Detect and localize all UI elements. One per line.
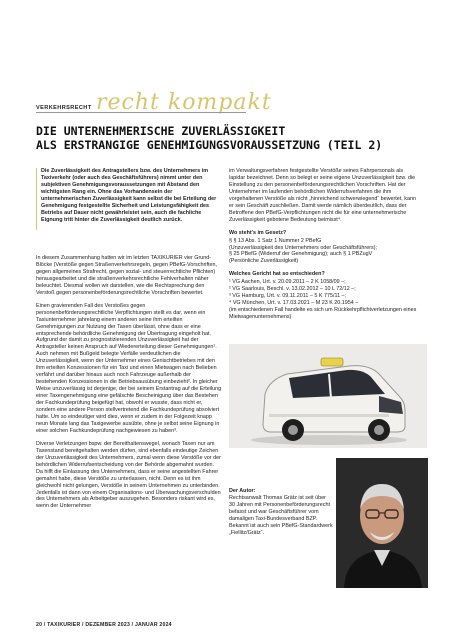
law-line: (Unzuverlässigkeit des Unternehmers oder Geschäftsführers);: [229, 244, 378, 251]
page-footer: 20 / TAXIKURIER / DEZEMBER 2023 / JANUAR 2024: [36, 622, 172, 628]
author-bio: Rechtsanwalt Thomas Grätz ist seit über 30 Jahren mit Personenbeförderungsrecht befasst und war Geschäftsführer vom damaligen Taxi-Bundesverband BZP. Bekannt ist auch sein PBefG-Standardwerk „Fiellitz/Grätz“.: [229, 494, 333, 536]
article-paragraph: In diesem Zusammenhang hatten wir im letzten TAXIKURIER vier Grund-Blöcke (Verstöße gegen Straßenverkehrsregeln, gegen PBefG-Vorschriften, gegen allgemeines Strafrecht, gegen sozial- und steuerrechtliche Pflichten) herausgearbeitet und die straßenverkehrsrechtliche Fehlverhalten näher beleuchtet. Diesmal wollen wir darstellen, wie die Rechtsprechung den Verstoß gegen personenbeförderungsrechtliche Vorschriften bewertet.: [36, 255, 217, 296]
court-heading: Welches Gericht hat so entschieden?: [229, 271, 325, 278]
court-line: ³ VG Hamburg, Urt. v. 09.11.2011 – 5 K 775/11 –;: [229, 293, 347, 300]
law-line: § § 13 Abs. 1 Satz 1 Nummer 2 PBefG: [229, 237, 322, 244]
section-kicker: VERKEHRSRECHT: [36, 105, 92, 111]
author-heading: Der Autor:: [229, 488, 256, 494]
article-title-line-2: ALS ERSTRANGIGE GENEHMIGUNGSVORAUSSETZUNG (TEIL 2): [36, 138, 383, 152]
court-line: ¹ VG Aachen, Urt. v. 20.09.2011 – 2 K 1058/09 –;: [229, 279, 346, 286]
article-left-column: [36, 255, 222, 516]
article-title: [36, 124, 426, 152]
article-right-column: [229, 168, 419, 321]
kicker-divider: [36, 112, 246, 113]
author-portrait-illustration: [336, 458, 428, 588]
author-photo: [336, 458, 428, 588]
article-title-line-1: DIE UNTERNEHMERISCHE ZUVERLÄSSIGKEIT: [36, 124, 286, 138]
law-line: (Persönliche Zuverlässigkeit): [229, 258, 299, 265]
court-line: (im entschiedenen Fall handelte es sich um Rückkehrpflichtverletzungen eines Mietwagenunternehmens): [229, 307, 417, 321]
taxi-van-illustration: [229, 344, 427, 448]
article-paragraph: Diverse Verletzungen bspw. der Bereithaltenswegel, wonach Taxen nur am Taxenstand bereitgehalten werden dürfen, sind ebenfalls eindeutige Zeichen der Unzuverlässigkeit des Unternehmers, zumal wenn diese Verstöße vor der behördlichen Widerrufsentscheidung von der Behörde abgemahnt wurden. Da hilft die Einlassung des Unternehmers, dass er seine angestellten Fahrer gemahnt habe, diese Verstöße zu unterlassen, nicht. Denn es ist ihm gleichwohl nicht gelungen, Verstöße in seinem Unternehmen zu unterbinden. Jedenfalls ist dann von einem Organisations- und Überwachungsverschulden des Unternehmers als Arbeitgeber auszugehen. Besonders riskant wird es, wenn der Unternehmer: [36, 440, 221, 510]
article-paragraph: im Verwaltungsverfahren festgestellte Verstöße seines Fahrpersonals als lapidar bezeichnet. Denn so belegt er seine eigene Unzuverlässigkeit bzw. die Einstellung zu den personenbeförderungsrechtlichen Vorschriften. Hat der Unternehmer im laufenden behördlichen Widerrufsverfahren die ihm vorgehaltenen Verstöße als nicht „hinreichend schwerwiegend“ bewertet, kann er sein Geschäft zuschließen. Damit werde nämlich überdeutlich, dass der Betroffene den PBefG-Verpflichtungen nicht die für eine unternehmerische Zuverlässigkeit gebotene Bedeutung beimisst⁴.: [229, 168, 416, 223]
court-line: ⁴ VG München, Urt. v. 17.03.2021 – M 23 K 20.1954 –: [229, 300, 359, 307]
article-lead-box: [36, 168, 221, 230]
author-box: [229, 488, 333, 537]
section-script-title: recht kompakt: [96, 90, 272, 115]
article-lead: Die Zuverlässigkeit des Antragstellers bzw. des Unternehmers im Taxiverkehr (oder auch des Geschäftsführers) nimmt unter den subjektiven Genehmigungsvoraussetzungen mit Abstand den wichtigsten Rang ein. Ohne das Vorhandensein der unternehmerischen Zuverlässigkeit kann selbst die bei Erteilung der Genehmigung festgestellte Sicherheit und Leistungsfähigkeit des Betriebs auf Dauer nicht gewährleistet sein, auch die fachliche Eignung tritt hinter die Zuverlässigkeit deutlich zurück.: [41, 168, 217, 223]
article-paragraph: Einen gravierenden Fall des Verstoßes gegen personenbeförderungsrechtliche Verpflichtungen stellt es dar, wenn ein Taxiunternehmer jahrelang einem anderen seine ihm erteilten Genehmigungen zur Nutzung der Taxen überlässt, ohne dass er eine entsprechende behördliche Genehmigung der Übertragung eingeholt hat. Aufgrund der damit zu prognostizierenden Unzuverlässigkeit hat der Antragsteller keinen Anspruch auf Wiedererteilung dieser Genehmigungen¹. Auch nehmen mit Bußgeld belegte Verfälle verdeutlichen die Unzuverlässigkeit, wenn der Unternehmer eines Genischtbetriebes mit den ihm erteilten Konzessionen für ein Taxi und einen Mietwagen nach Belieben verfährt und darüber hinaus auch noch Fahrzeuge außerhalb der bestehenden Konzessionen in die Betriebsausübung einbezieht². In gleicher Weise unzuverlässig ist derjenige, der bei seinem Erstantrag auf die Erteilung einer Taxengenehmigung eine gefälschte Bescheinigung über das Bestehen der Fachkundeprüfung beigefügt hat, obwohl er wusste, dass nicht er, sondern eine andere Person stellvertretend die Fachkundeprüfung absolviert hatte. Um so eindeutiger wird dies, wenn er zudem in der Folgezeit knapp neun Monate lang das Taxigewerbe ausübte, ohne je selbst seine Eignung in einer solchen Fachkundeprüfung nachgewiesen zu haben³.: [36, 302, 222, 434]
taxi-photo: [229, 344, 427, 448]
court-line: ² VG Saarlouis, Beschl. v. 13.02.2012 – 10 L 72/12 –;: [229, 286, 356, 293]
law-line: § 25 PBefG (Widerruf der Genehmigung); auch § 1 PBZugV: [229, 251, 373, 258]
law-heading: Wo steht's im Gesetz?: [229, 229, 287, 236]
